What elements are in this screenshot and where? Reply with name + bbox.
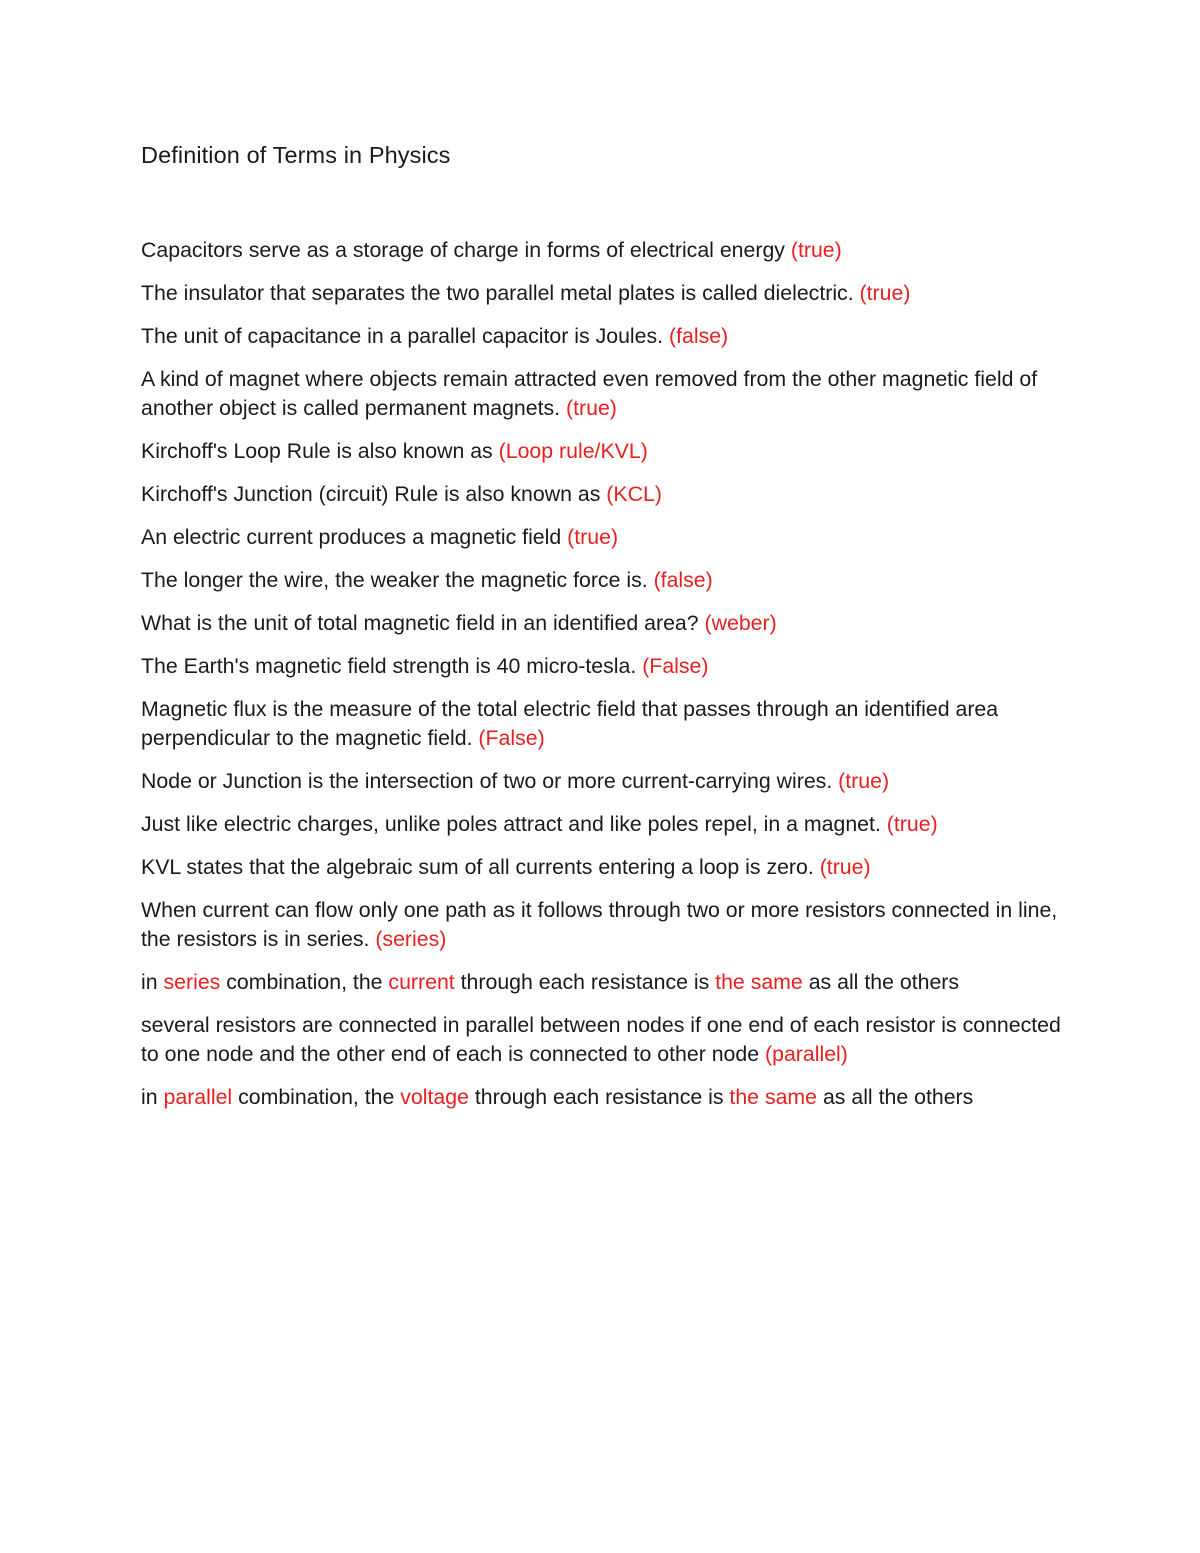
statement-text: The unit of capacitance in a parallel capacitor is Joules. xyxy=(141,324,669,348)
answer-text: parallel xyxy=(163,1085,233,1109)
answer-text: (true) xyxy=(859,281,911,305)
statement-text: Node or Junction is the intersection of two or more current-carrying wires. xyxy=(141,769,839,793)
statement-item xyxy=(141,279,1071,308)
statement-text: The insulator that separates the two parallel metal plates is called dielectric. xyxy=(141,281,860,305)
statement-text: Just like electric charges, unlike poles attract and like poles repel, in a magnet. xyxy=(141,812,887,836)
statement-item xyxy=(141,437,1071,466)
answer-text: series xyxy=(163,970,221,994)
statement-text: Capacitors serve as a storage of charge in forms of electrical energy xyxy=(141,238,791,262)
statement-text: The Earth's magnetic field strength is 40 micro-tesla. xyxy=(141,654,643,678)
statement-item xyxy=(141,810,1071,839)
answer-text: (true) xyxy=(567,525,619,549)
answer-text: (true) xyxy=(838,769,890,793)
statement-text: An electric current produces a magnetic field xyxy=(141,525,568,549)
statement-item xyxy=(141,968,1071,997)
statement-text: in xyxy=(141,970,164,994)
statement-item xyxy=(141,896,1071,954)
answer-text: the same xyxy=(729,1085,818,1109)
answer-text: the same xyxy=(715,970,803,994)
answer-text: (true) xyxy=(886,812,938,836)
answer-text: (KCL) xyxy=(606,482,662,506)
answer-text: (false) xyxy=(668,324,729,348)
statement-text: as all the others xyxy=(817,1085,974,1109)
statement-text: through each resistance is xyxy=(454,970,716,994)
statement-item xyxy=(141,695,1071,753)
answer-text: (true) xyxy=(566,396,617,420)
statement-item xyxy=(141,566,1071,595)
answer-text: (true) xyxy=(819,855,871,879)
statement-text: KVL states that the algebraic sum of all currents entering a loop is zero. xyxy=(141,855,820,879)
statement-text: as all the others xyxy=(802,970,960,994)
statement-text: Magnetic flux is the measure of the total electric field that passes through an identified area perpendicular to the magnetic field. xyxy=(141,697,999,750)
statement-text: A kind of magnet where objects remain attracted even removed from the other magnetic field of another object is called permanent magnets. xyxy=(141,367,1038,420)
statement-text: several resistors are connected in parallel between nodes if one end of each resistor is connected to one node and the other end of each is connected to other node xyxy=(141,1013,1061,1066)
statement-list xyxy=(141,236,1071,1126)
answer-text: (False) xyxy=(478,726,545,750)
statement-text: Kirchoff's Junction (circuit) Rule is also known as xyxy=(141,482,607,506)
answer-text: (False) xyxy=(642,654,709,678)
statement-item xyxy=(141,609,1071,638)
statement-text: in xyxy=(141,1085,164,1109)
statement-item xyxy=(141,365,1071,423)
statement-item xyxy=(141,767,1071,796)
document-title: Definition of Terms in Physics xyxy=(141,142,451,168)
statement-item xyxy=(141,853,1071,882)
statement-text: What is the unit of total magnetic field in an identified area? xyxy=(141,611,705,635)
statement-text: The longer the wire, the weaker the magnetic force is. xyxy=(141,568,654,592)
statement-item xyxy=(141,480,1071,509)
statement-item xyxy=(141,322,1071,351)
answer-text: (series) xyxy=(375,927,447,951)
statement-item xyxy=(141,1011,1071,1069)
answer-text: (false) xyxy=(653,568,713,592)
statement-text: through each resistance is xyxy=(468,1085,730,1109)
answer-text: (Loop rule/KVL) xyxy=(498,439,648,463)
statement-text: combination, the xyxy=(232,1085,401,1109)
statement-item xyxy=(141,236,1071,265)
answer-text: (parallel) xyxy=(765,1042,848,1066)
statement-item xyxy=(141,652,1071,681)
answer-text: (weber) xyxy=(704,611,777,635)
statement-item xyxy=(141,1083,1071,1112)
statement-text: combination, the xyxy=(220,970,389,994)
answer-text: voltage xyxy=(400,1085,469,1109)
answer-text: (true) xyxy=(790,238,842,262)
statement-text: Kirchoff's Loop Rule is also known as xyxy=(141,439,499,463)
statement-item xyxy=(141,523,1071,552)
statement-text: When current can flow only one path as it follows through two or more resistors connected in line, the resistors is in series. xyxy=(141,898,1058,951)
answer-text: current xyxy=(388,970,455,994)
